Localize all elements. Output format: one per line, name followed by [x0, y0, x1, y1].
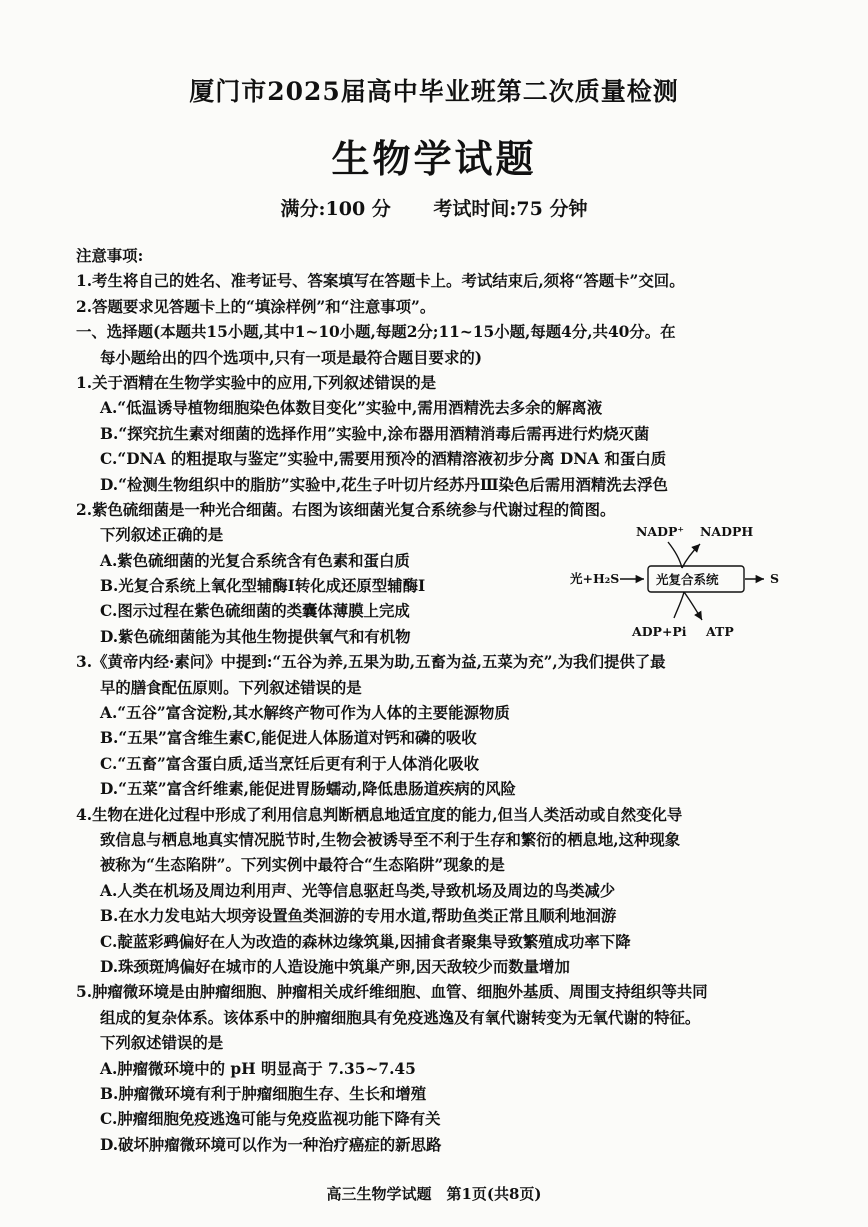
exam-meta	[0, 194, 868, 221]
section-heading-cont: 每小题给出的四个选项中,只有一项是最符合题目要求的)	[100, 348, 483, 367]
q2-option-c: C.图示过程在紫色硫细菌的类囊体薄膜上完成	[100, 602, 410, 621]
q3-option-c: C.“五畜”富含蛋白质,适当烹饪后更有利于人体消化吸收	[100, 754, 479, 773]
page-footer: 高三生物学试题 第1页(共8页)	[326, 1185, 542, 1203]
q4-stem: 4.生物在进化过程中形成了利用信息判断栖息地适宜度的能力,但当人类活动或自然变化导	[76, 805, 683, 824]
nadph-arrow	[682, 544, 700, 568]
exam-body	[76, 244, 792, 1158]
q3-option-a: A.“五谷”富含淀粉,其水解终产物可作为人体的主要能源物质	[100, 704, 510, 723]
q1-option-c: C.“DNA 的粗提取与鉴定”实验中,需要用预冷的酒精溶液初步分离 DNA 和蛋白质	[100, 450, 667, 469]
q5-option-a: A.肿瘤微环境中的 pH 明显高于 7.35~7.45	[100, 1059, 416, 1078]
q2-stem-cont: 下列叙述正确的是	[100, 526, 224, 545]
q5-option-d: D.破坏肿瘤微环境可以作为一种治疗癌症的新思路	[100, 1135, 442, 1154]
subject-title: 生物学试题	[331, 136, 537, 181]
total-score: 满分:100 分	[280, 198, 391, 220]
nadph-label: NADPH	[700, 524, 754, 539]
q5-option-b: B.肿瘤微环境有利于肿瘤细胞生存、生长和增殖	[100, 1084, 427, 1103]
atp-arrow	[684, 592, 702, 620]
q5-option-c: C.肿瘤细胞免疫逃逸可能与免疫监视功能下降有关	[100, 1110, 441, 1129]
q2-option-a: A.紫色硫细菌的光复合系统含有色素和蛋白质	[100, 551, 410, 570]
q4-stem-cont-1: 致信息与栖息地真实情况脱节时,生物会被诱导至不利于生存和繁衍的栖息地,这种现象	[100, 830, 681, 849]
q1-option-b: B.“探究抗生素对细菌的选择作用”实验中,涂布器用酒精消毒后需再进行灼烧灭菌	[100, 424, 650, 443]
q2-stem: 2.紫色硫细菌是一种光合细菌。右图为该细菌光复合系统参与代谢过程的简图。	[76, 500, 616, 519]
q5-stem-cont-2: 下列叙述错误的是	[100, 1034, 224, 1053]
adp-curve	[674, 592, 684, 618]
q5-stem: 5.肿瘤微环境是由肿瘤细胞、肿瘤相关成纤维细胞、血管、细胞外基质、周围支持组织等共同	[76, 983, 708, 1002]
q5-stem-cont-1: 组成的复杂体系。该体系中的肿瘤细胞具有免疫逃逸及有氧代谢转变为无氧代谢的特征。	[100, 1008, 701, 1027]
q3-stem: 3.《黄帝内经·素问》中提到:“五谷为养,五果为助,五畜为益,五菜为充”,为我们提供了最	[76, 653, 666, 672]
adp-label: ADP+Pi	[632, 624, 687, 639]
q3-option-d: D.“五菜”富含纤维素,能促进胃肠蠕动,降低患肠道疾病的风险	[100, 780, 516, 799]
q3-option-b: B.“五果”富含维生素C,能促进人体肠道对钙和磷的吸收	[100, 729, 477, 748]
q2-option-b: B.光复合系统上氧化型辅酶Ⅰ转化成还原型辅酶Ⅰ	[100, 577, 426, 596]
q1-stem: 1.关于酒精在生物学实验中的应用,下列叙述错误的是	[76, 373, 437, 392]
note-item-1: 1.考生将自己的姓名、准考证号、答案填写在答题卡上。考试结束后,须将“答题卡”交回。	[76, 272, 685, 291]
q1-option-d: D.“检测生物组织中的脂肪”实验中,花生子叶切片经苏丹Ⅲ染色后需用酒精洗去浮色	[100, 475, 668, 494]
notes-heading: 注意事项:	[76, 247, 144, 265]
q4-option-d: D.珠颈斑鸠偏好在城市的人造设施中筑巢产卵,因天敌较少而数量增加	[100, 957, 570, 976]
nadp-plus-label: NADP⁺	[636, 524, 684, 539]
q2-option-d: D.紫色硫细菌能为其他生物提供氧气和有机物	[100, 627, 411, 646]
section-heading: 一、选择题(本题共15小题,其中1~10小题,每题2分;11~15小题,每题4分,共40分。在	[76, 323, 676, 342]
q4-option-b: B.在水力发电站大坝旁设置鱼类洄游的专用水道,帮助鱼类正常且顺利地洄游	[100, 907, 617, 926]
exam-title: 厦门市2025届高中毕业班第二次质量检测	[189, 77, 679, 106]
output-label: S	[770, 571, 780, 586]
note-item-2: 2.答题要求见答题卡上的“填涂样例”和“注意事项”。	[76, 297, 436, 316]
photosystem-diagram	[570, 518, 790, 648]
atp-label: ATP	[706, 624, 734, 639]
nadp-curve	[668, 542, 682, 568]
q1-option-a: A.“低温诱导植物细胞染色体数目变化”实验中,需用酒精洗去多余的解离液	[100, 399, 603, 418]
q4-option-a: A.人类在机场及周边利用声、光等信息驱赶鸟类,导致机场及周边的鸟类减少	[100, 881, 616, 900]
input-label: 光+H₂S	[570, 571, 620, 586]
exam-time: 考试时间:75 分钟	[433, 198, 588, 220]
system-label: 光复合系统	[656, 572, 719, 587]
q4-stem-cont-2: 被称为“生态陷阱”。下列实例中最符合“生态陷阱”现象的是	[100, 856, 505, 875]
q4-option-c: C.靛蓝彩鹀偏好在人为改造的森林边缘筑巢,因捕食者聚集导致繁殖成功率下降	[100, 932, 631, 951]
q3-stem-cont: 早的膳食配伍原则。下列叙述错误的是	[100, 678, 362, 697]
